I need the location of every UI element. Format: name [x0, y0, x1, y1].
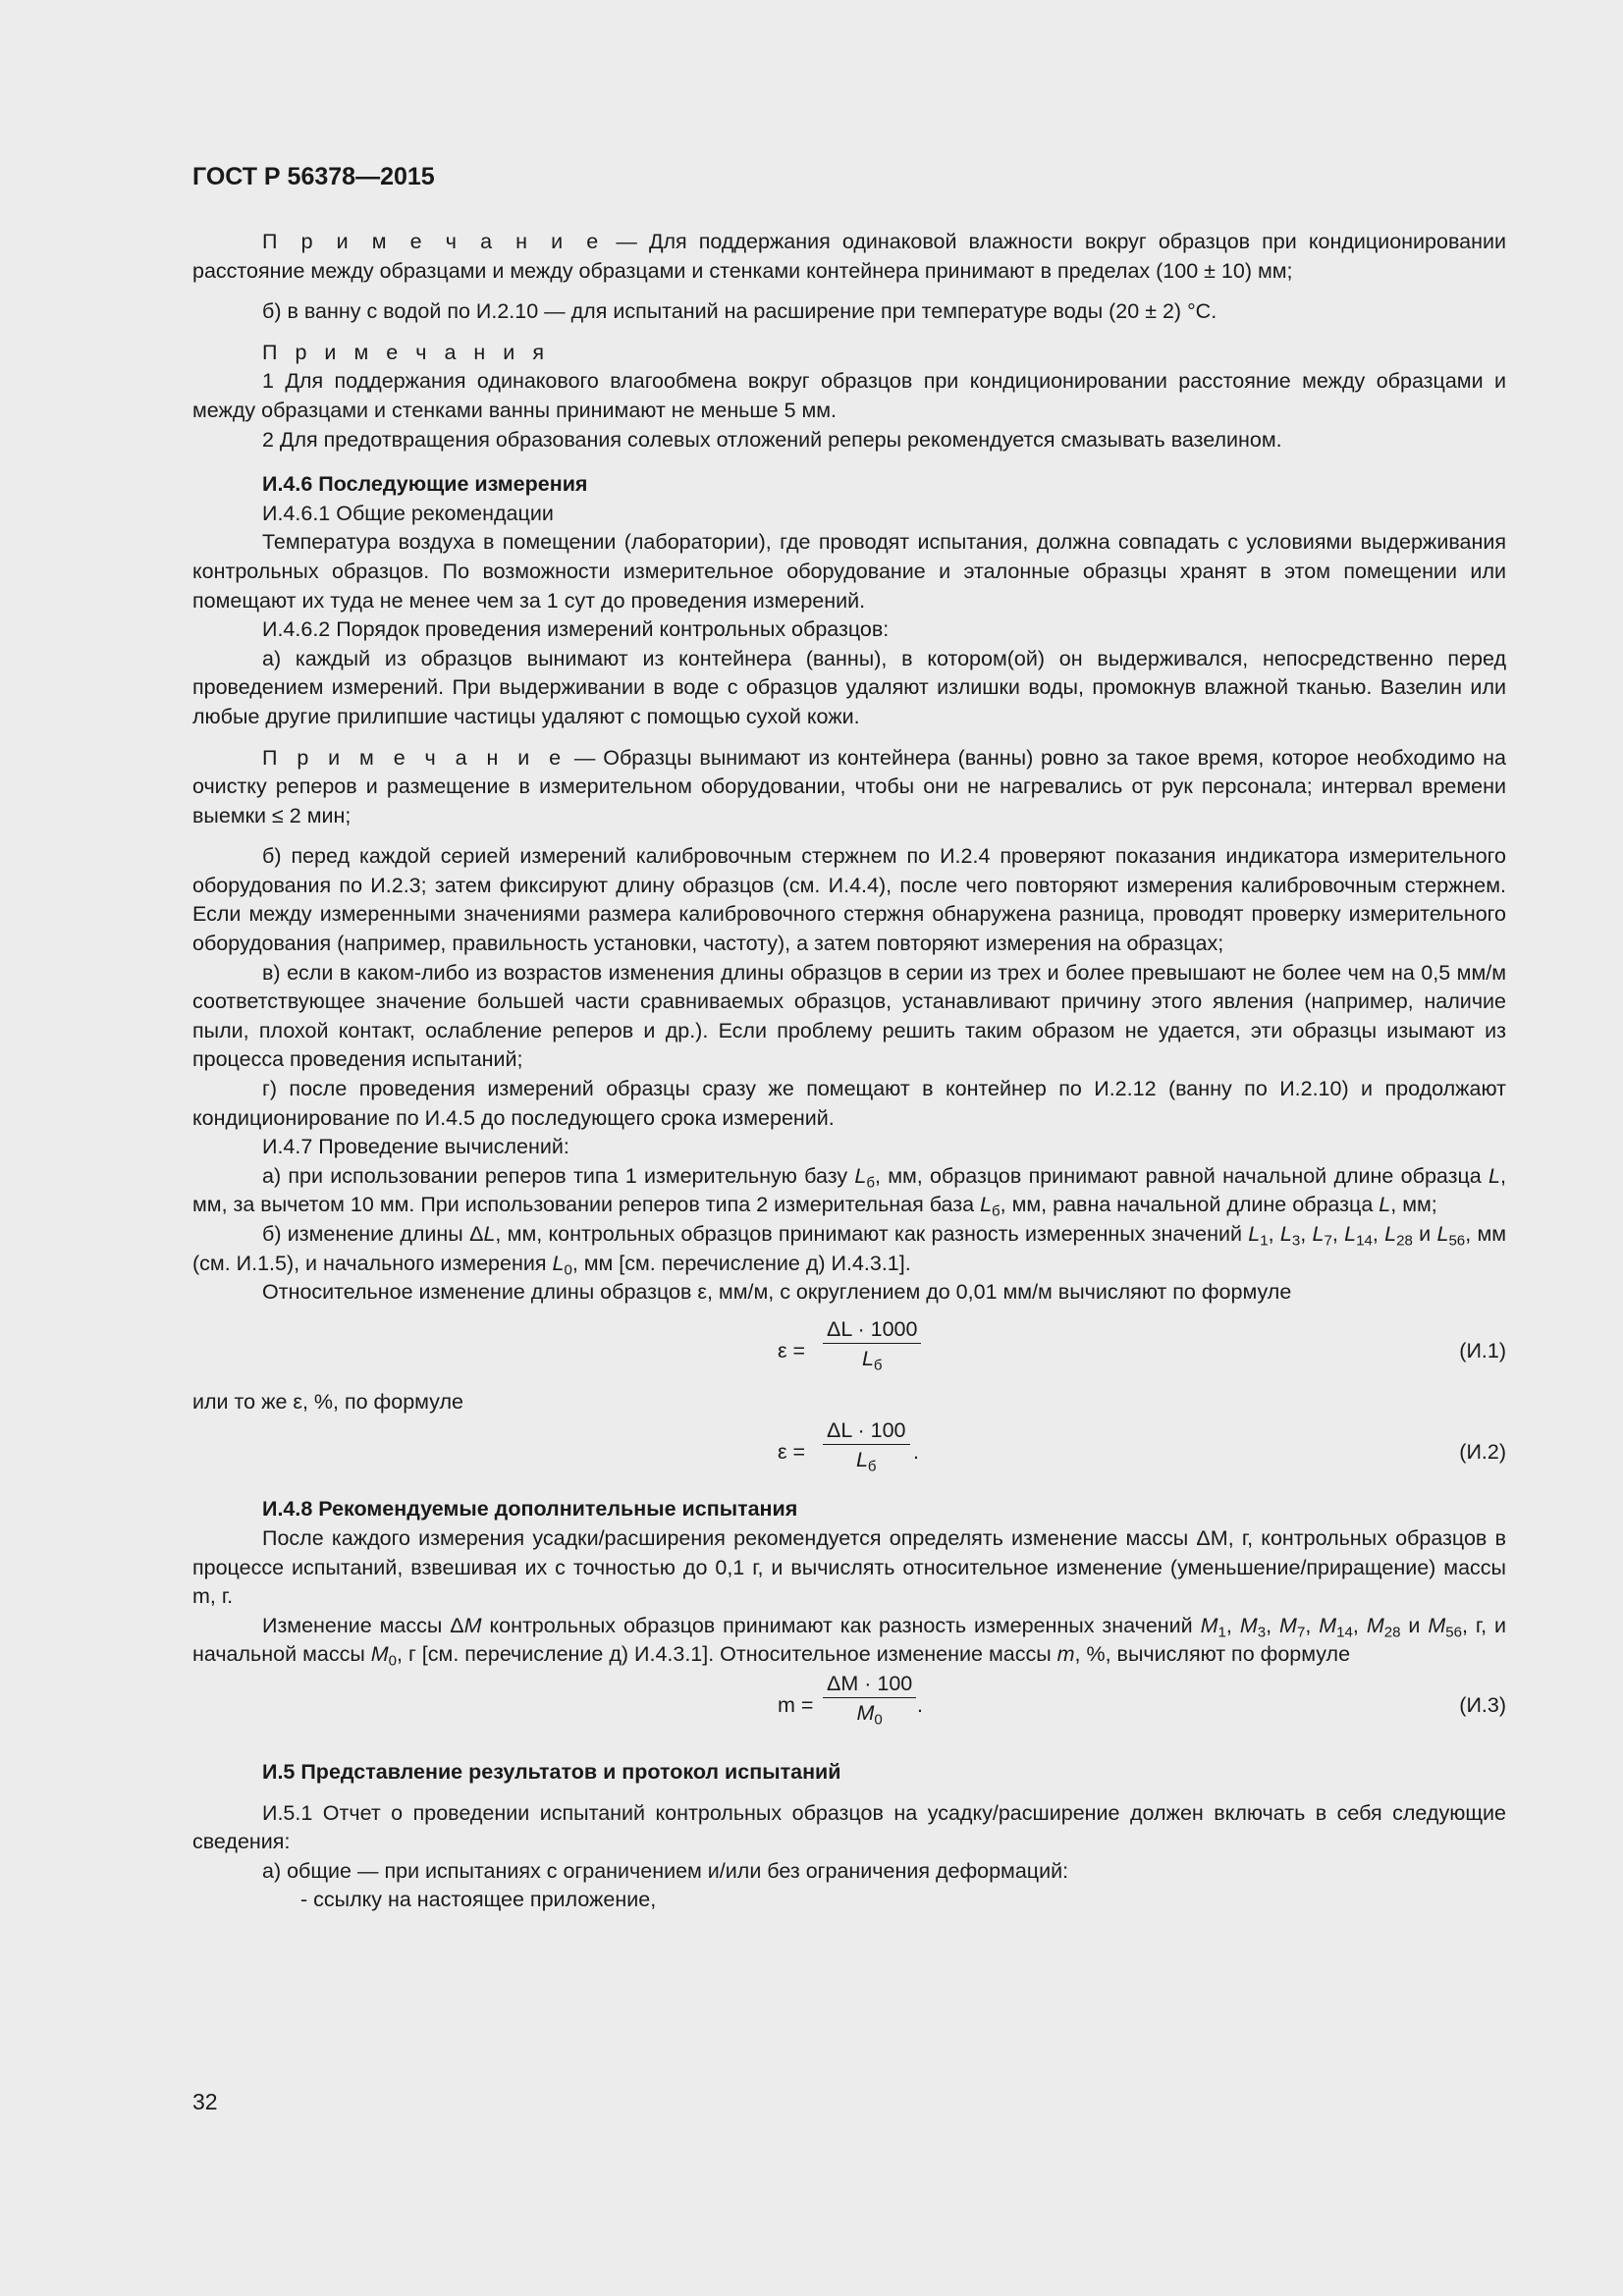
eq3-lhs: m =: [778, 1692, 814, 1717]
eq3-numerator: ΔM · 100: [823, 1670, 916, 1698]
list-item-b-calc: б) изменение длины ΔL, мм, контрольных образцов принимают как разность измеренных значений $L_1$, $L_3$, $L_7$, $L_{14}$, $L_{28}$ и $L_{56}$, мм (см. И.1.5), и начального измерения $L_0$, мм [см. перечисление д) И.4.3.1].: [192, 1222, 1507, 1279]
note-label: П р и м е ч а н и е: [262, 230, 605, 253]
eq3-fraction: [823, 1670, 916, 1728]
paragraph-i51: И.5.1 Отчет о проведении испытаний контрольных образцов на усадку/расширение должен включать в себя следующие сведения:: [192, 1800, 1506, 1854]
eq2-numerator: ΔL · 100: [823, 1416, 910, 1445]
document-body: [192, 228, 1506, 1915]
eq3-denominator: $M_0$: [856, 1700, 883, 1729]
notes-label: П р и м е ч а н и я: [262, 340, 550, 364]
list-item-a-general: а) общие — при испытаниях с ограничением и/или без ограничения деформаций:: [262, 1858, 1069, 1883]
paragraph-i48-2: Изменение массы ΔM контрольных образцов принимают как разность измеренных значений $M_1$, $M_3$, $M_7$, $M_{14}$, $M_{28}$ и $M_{56}$, г, и начальной массы $M_0$, г [см. перечисление д) И.4.3.1]. Относительное изменение массы m, %, вычисляют по формуле: [192, 1613, 1507, 1670]
note-paragraph-2: [192, 744, 1506, 831]
eq1-denominator: $L_б$: [861, 1346, 883, 1374]
section-heading-i48: И.4.8 Рекомендуемые дополнительные испытания: [262, 1497, 798, 1522]
eq3-number: (И.3): [1459, 1692, 1506, 1717]
equation-2: [192, 1416, 1506, 1489]
list-item-a: а) каждый из образцов вынимают из контейнера (ванны), в котором(ой) он выдерживался, непосредственно перед проведением измерений. При выдерживании в воде с образцов удаляют излишки воды, промокнув влажной тканью. Вазелин или любые другие прилипшие частицы удаляют с помощью сухой кожи.: [192, 646, 1506, 728]
list-item-v: в) если в каком-либо из возрастов изменения длины образцов в серии из трех и более превышают не более чем на 0,5 мм/м соответствующее значение большей части сравниваемых образцов, устанавливают причину этого явления (например, наличие пыли, плохой контакт, ослабление реперов и др.). Если проблему решить таким образом не удается, эти образцы изымают из процесса проведения испытаний;: [192, 960, 1506, 1072]
eq3-period: .: [917, 1692, 923, 1717]
note-text: — Для поддержания одинаковой влажности вокруг образцов при кондиционировании расстояние между образцами и между образцами и стенками контейнера принимают в пределах (100 ± 10) мм;: [192, 230, 1506, 283]
eq1-number: (И.1): [1459, 1338, 1506, 1362]
note-text: — Образцы вынимают из контейнера (ванны) ровно за такое время, которое необходимо на очистку реперов и размещение в измерительном оборудовании, чтобы они не нагревались от рук персонала; интервал времени выемки ≤ 2 мин;: [192, 745, 1506, 828]
eq2-denominator: $L_б$: [855, 1448, 877, 1475]
note-label: П р и м е ч а н и е: [262, 745, 568, 770]
subsection-i47: И.4.7 Проведение вычислений:: [262, 1135, 569, 1159]
eq1-fraction: [823, 1315, 921, 1373]
note-item-2: 2 Для предотвращения образования солевых отложений реперы рекомендуется смазывать вазелином.: [262, 427, 1282, 452]
paragraph-i461: Температура воздуха в помещении (лаборатории), где проводят испытания, должна совпадать с условиями выдерживания контрольных образцов. По возможности измерительное оборудование и эталонные образцы хранят в этом помещении или помещают их туда не менее чем за 1 сут до проведения измерений.: [192, 530, 1506, 613]
equation-3: [192, 1670, 1506, 1742]
paragraph-i48-1: После каждого измерения усадки/расширения рекомендуется определять изменение массы ΔM, г, контрольных образцов в процессе испытаний, взвешивая их с точностью до 0,1 г, и вычислять относительное изменение (уменьшение/приращение) массы m, г.: [192, 1525, 1506, 1609]
subsection-i462: И.4.6.2 Порядок проведения измерений контрольных образцов:: [262, 617, 890, 642]
list-item-g: г) после проведения измерений образцы сразу же помещают в контейнер по И.2.12 (ванну по И.2.10) и продолжают кондиционирование по И.4.5 до последующего срока измерений.: [192, 1077, 1506, 1130]
eq2-number: (И.2): [1459, 1440, 1506, 1465]
section-heading-i5: И.5 Представление результатов и протокол испытаний: [262, 1759, 841, 1784]
list-item-a-calc: а) при использовании реперов типа 1 измерительную базу $L_б$, мм, образцов принимают равной начальной длине образца L, мм, за вычетом 10 мм. При использовании реперов типа 2 измерительная база $L_б$, мм, равна начальной длине образца L, мм;: [192, 1163, 1506, 1220]
page-number: 32: [192, 2089, 218, 2114]
equation-1: [192, 1315, 1506, 1388]
eq2-fraction: [823, 1416, 910, 1474]
dash-item: - ссылку на настоящее приложение,: [300, 1888, 657, 1912]
eq1-lhs: ε =: [778, 1338, 806, 1362]
list-item-b: б) в ванну с водой по И.2.10 — для испытаний на расширение при температуре воды (20 ± 2) °С.: [262, 299, 1217, 324]
eq1-numerator: ΔL · 1000: [823, 1315, 921, 1344]
subsection-i461: И.4.6.1 Общие рекомендации: [262, 501, 554, 525]
relative-change-text: Относительное изменение длины образцов ε, мм/м, с округлением до 0,01 мм/м вычисляют по формуле: [262, 1280, 1292, 1305]
note-paragraph: [192, 228, 1506, 286]
eq2-period: .: [913, 1440, 919, 1465]
note-item-1: 1 Для поддержания одинакового влагообмена вокруг образцов при кондиционировании расстояние между образцами и между образцами и стенками ванны принимают не меньше 5 мм.: [192, 369, 1506, 422]
eq2-lhs: ε =: [778, 1440, 806, 1465]
list-item-b2: б) перед каждой серией измерений калибровочным стержнем по И.2.4 проверяют показания индикатора измерительного оборудования по И.2.3; затем фиксируют длину образцов (см. И.4.4), после чего повторяют измерения калибровочным стержнем. Если между измеренными значениями размера калибровочного стержня обнаружена разница, проводят проверку измерительного оборудования (например, правильность установки, частоту), а затем повторяют измерения на образцах;: [192, 844, 1506, 956]
document-header: ГОСТ Р 56378—2015: [192, 163, 435, 190]
or-same-text: или то же ε, %, по формуле: [192, 1389, 463, 1414]
section-heading-i46: И.4.6 Последующие измерения: [262, 472, 588, 497]
